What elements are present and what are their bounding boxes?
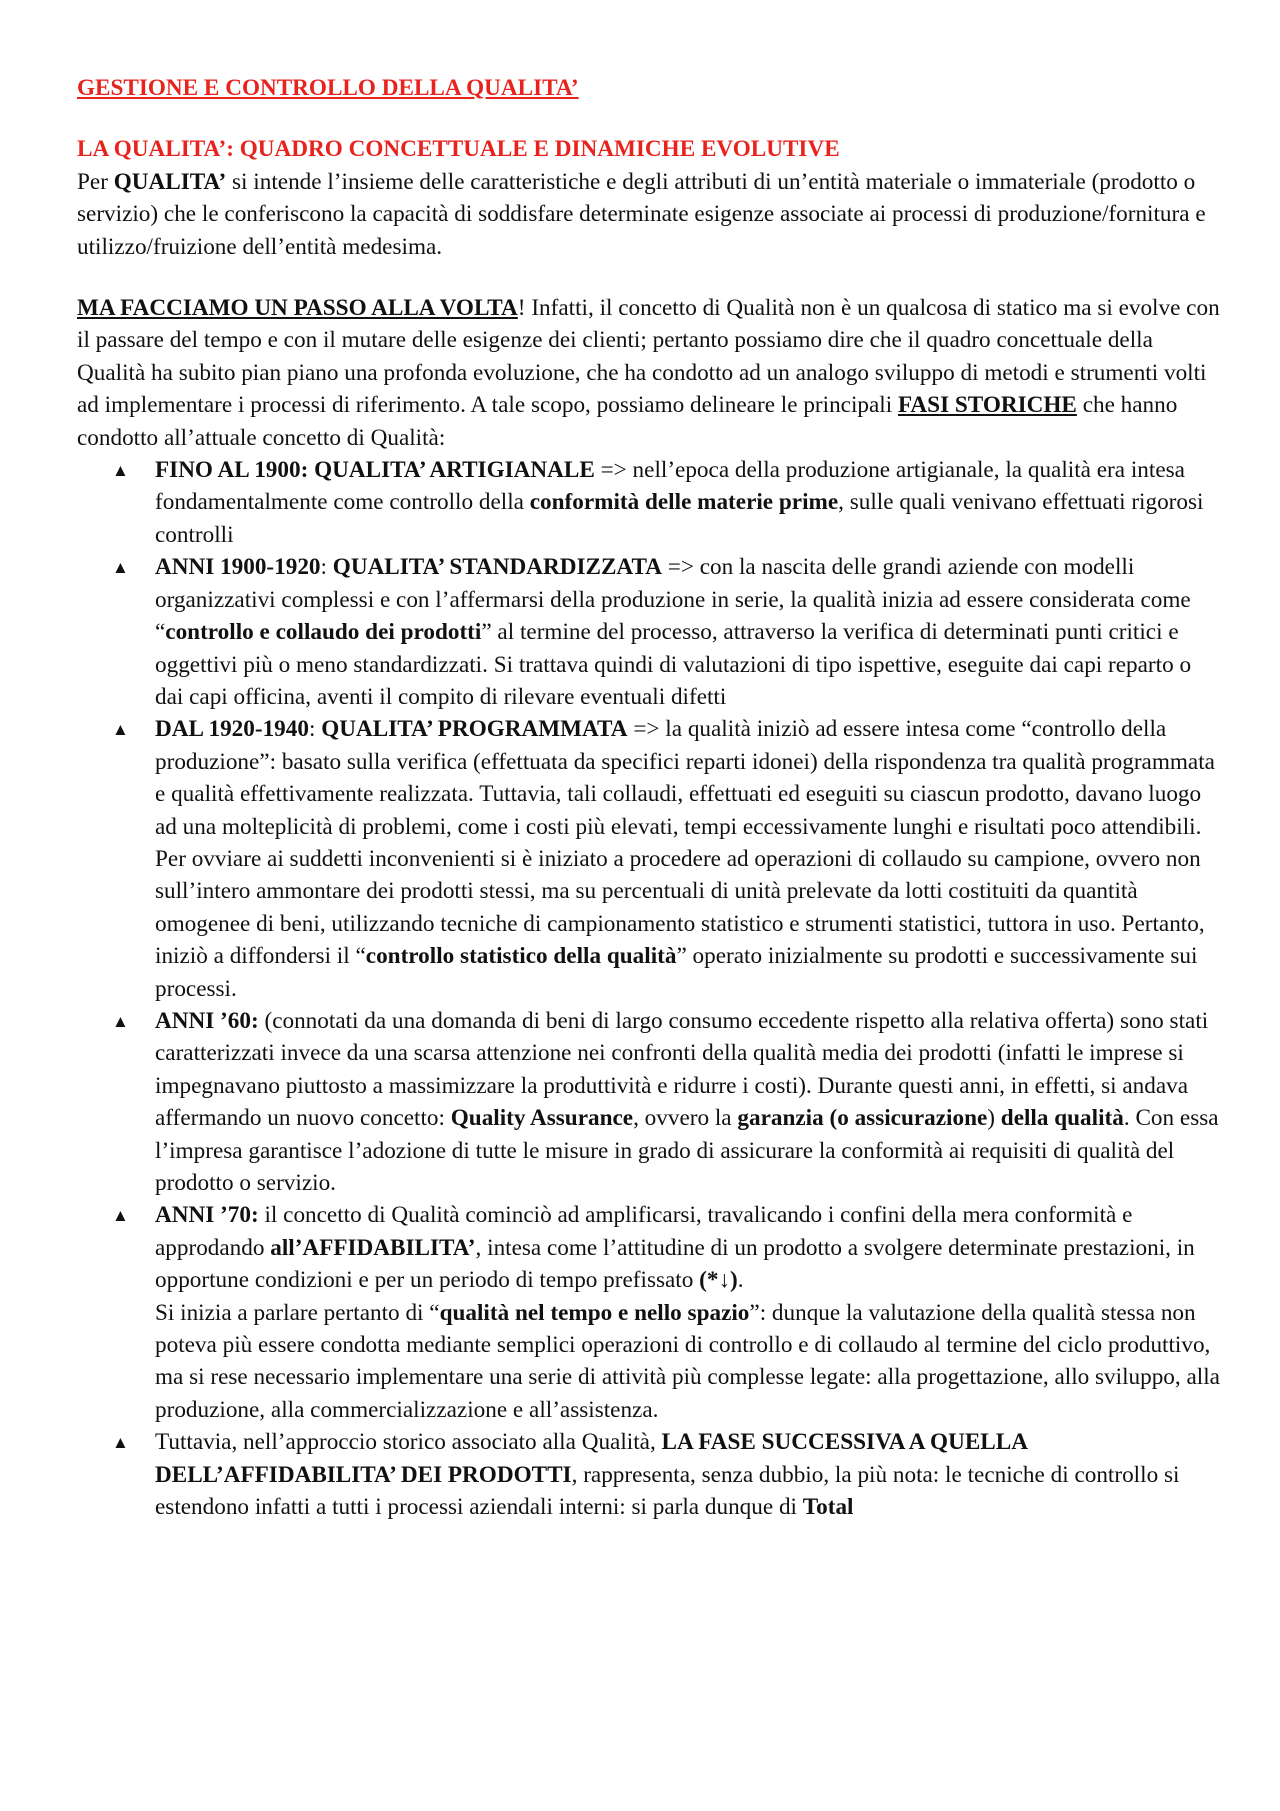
triangle-bullet-icon: ▲ — [112, 461, 129, 481]
text-run: . — [737, 1267, 744, 1294]
triangle-bullet-icon: ▲ — [112, 720, 129, 740]
text-run: => nell’epoca della produzione artigianale, la qualità era intesa fondamentalmente come controllo della — [155, 457, 1185, 516]
phase-title: ANNI ’70: — [155, 1202, 259, 1229]
bold-text: LA FASE SUCCESSIVA A QUELLA DELL’AFFIDABILITA’ DEI PRODOTTI — [155, 1429, 1027, 1488]
phase-period: ANNI 1900-1920 — [155, 554, 321, 581]
triangle-bullet-icon: ▲ — [112, 1206, 129, 1226]
text-run: , intesa come l’attitudine di un prodotto a svolgere determinate prestazioni, in opportune condizioni e per un periodo di tempo prefissato — [155, 1234, 1195, 1294]
text-run: ) — [987, 1105, 1001, 1132]
bold-text: qualità nel tempo e nello spazio — [439, 1299, 750, 1326]
text-run: che hanno condotto all’attuale concetto di Qualità: — [77, 392, 1178, 451]
bold-text: conformità delle materie prime — [529, 489, 839, 516]
fasi-storiche-emphasis: FASI STORICHE — [897, 392, 1077, 419]
text-run: ! Infatti, il concetto di Qualità non è un qualcosa di statico ma si evolve con il passare del tempo e con il mutare delle esigenze dei clienti; pertanto possiamo dire che il quadro concettuale della Qualità ha subito pian piano una profonda evoluzione, che ha condotto ad un analogo sviluppo di metodi e strumenti volti ad implementare i processi di riferimento. A tale scopo, possiamo delineare le principali — [77, 295, 1220, 419]
lead-emphasis: MA FACCIAMO UN PASSO ALLA VOLTA — [77, 295, 518, 322]
phase-title: ANNI ’60: — [155, 1007, 259, 1034]
footnote-marker: (*↓) — [699, 1267, 738, 1294]
text-run: si intende l’insieme delle caratteristiche e degli attributi di un’entità materiale o immateriale (prodotto o servizio) che le conferiscono la capacità di soddisfare determinate esigenze associate ai processi di produzione/fornitura e utilizzo/fruizione dell’entità medesima. — [77, 168, 1206, 260]
phase-item-anni-60 — [112, 1005, 1220, 1199]
text-run: Tuttavia, nell’approccio storico associato alla Qualità, — [155, 1429, 662, 1456]
paragraph-gap — [77, 263, 1220, 292]
history-intro-paragraph — [77, 292, 1220, 454]
phase-item-programmata — [112, 713, 1220, 1005]
text-run: : — [320, 554, 333, 581]
document-title: GESTIONE E CONTROLLO DELLA QUALITA’ — [77, 75, 579, 101]
triangle-bullet-icon: ▲ — [112, 558, 129, 578]
phase-title: QUALITA’ STANDARDIZZATA — [332, 554, 662, 581]
phase-title: FINO AL 1900: QUALITA’ ARTIGIANALE — [155, 457, 595, 484]
text-run: il concetto di Qualità cominciò ad amplificarsi, travalicando i confini della mera conformità e approdando — [155, 1202, 1133, 1261]
phases-list — [77, 454, 1220, 1523]
bold-text: controllo statistico della qualità — [365, 943, 677, 970]
phase-item-artigianale — [112, 454, 1220, 551]
term-qualita: QUALITA’ — [113, 168, 227, 195]
intro-paragraph — [77, 166, 1220, 263]
phase-item-anni-70 — [112, 1199, 1220, 1426]
text-run: Si inizia a parlare pertanto di “ — [155, 1299, 440, 1326]
triangle-bullet-icon: ▲ — [112, 1433, 129, 1453]
text-run: ” al termine del processo, attraverso la verifica di determinati punti critici e oggettivi più o meno standardizzati. Si trattava quindi di valutazioni di tipo ispettive, eseguite dai capi reparto o dai capi officina, aventi il compito di rilevare eventuali difetti — [155, 619, 1192, 710]
text-run: ”: dunque la valutazione della qualità stessa non poteva più essere condotta mediante semplici operazioni di controllo e di collaudo al termine del ciclo produttivo, ma si rese necessario implementare una serie di attività più complesse legate: alla progettazione, allo sviluppo, alla produzione, alla commercializzazione e all’assistenza. — [155, 1299, 1220, 1423]
text-run: ” operato inizialmente su prodotti e successivamente sui processi. — [155, 943, 1198, 1002]
text-run: => la qualità iniziò ad essere intesa come “controllo della produzione”: basato sulla verifica (effettuata da specifici reparti idonei) della rispondenza tra qualità programmata e qualità effettivamente realizzata. Tuttavia, tali collaudi, effettuati ed eseguiti su ciascun prodotto, davano luogo ad una molteplicità di problemi, come i costi più elevati, tempi eccessivamente lunghi e risultati poco attendibili. — [155, 716, 1215, 840]
section-heading: LA QUALITA’: QUADRO CONCETTUALE E DINAMICHE EVOLUTIVE — [77, 136, 840, 163]
bold-text: garanzia (o assicurazione — [737, 1105, 988, 1132]
bold-text: all’AFFIDABILITA’ — [270, 1234, 476, 1261]
text-run: Per — [77, 168, 114, 195]
text-run: , sulle quali venivano effettuati rigorosi controlli — [155, 489, 1204, 548]
phase-period: DAL 1920-1940 — [155, 716, 309, 743]
text-run: , ovvero la — [633, 1105, 738, 1132]
bold-text: della qualità — [1000, 1105, 1124, 1132]
text-run: , rappresenta, senza dubbio, la più nota: le tecniche di controllo si estendono infatti a tutti i processi aziendali interni: si parla dunque di — [155, 1461, 1180, 1521]
text-run: (connotati da una domanda di beni di largo consumo eccedente rispetto alla relativa offerta) sono stati caratterizzati invece da una scarsa attenzione nei confronti della qualità media dei prodotti (infatti le imprese si impegnavano piuttosto a massimizzare la produttività e ridurre i costi). Durante questi anni, in effetti, si andava affermando un nuovo concetto: — [155, 1007, 1209, 1132]
bold-text: controllo e collaudo dei prodotti — [165, 619, 482, 646]
bold-text: Total — [802, 1494, 854, 1521]
phase-title: QUALITA’ PROGRAMMATA — [321, 716, 628, 743]
phase-item-total-quality — [112, 1426, 1220, 1523]
bold-text: Quality Assurance — [450, 1105, 634, 1132]
phase-item-standardizzata — [112, 551, 1220, 713]
text-run: => con la nascita delle grandi aziende con modelli organizzativi complessi e con l’affermarsi della produzione in serie, la qualità inizia ad essere considerata come “ — [155, 554, 1191, 646]
text-run: Per ovviare ai suddetti inconvenienti si è iniziato a procedere ad operazioni di collaudo su campione, ovvero non sull’intero ammontare dei prodotti stessi, ma su percentuali di unità prelevate da lotti costituiti da quantità omogenee di beni, utilizzando tecniche di campionamento statistico e strumenti statistici, tuttora in uso. Pertanto, iniziò a diffondersi il “ — [155, 845, 1205, 970]
triangle-bullet-icon: ▲ — [112, 1011, 129, 1031]
text-run: : — [308, 716, 322, 743]
text-run: . Con essa l’impresa garantisce l’adozione di tutte le misure in grado di assicurare la conformità ai requisiti di qualità del prodotto o servizio. — [155, 1105, 1219, 1196]
